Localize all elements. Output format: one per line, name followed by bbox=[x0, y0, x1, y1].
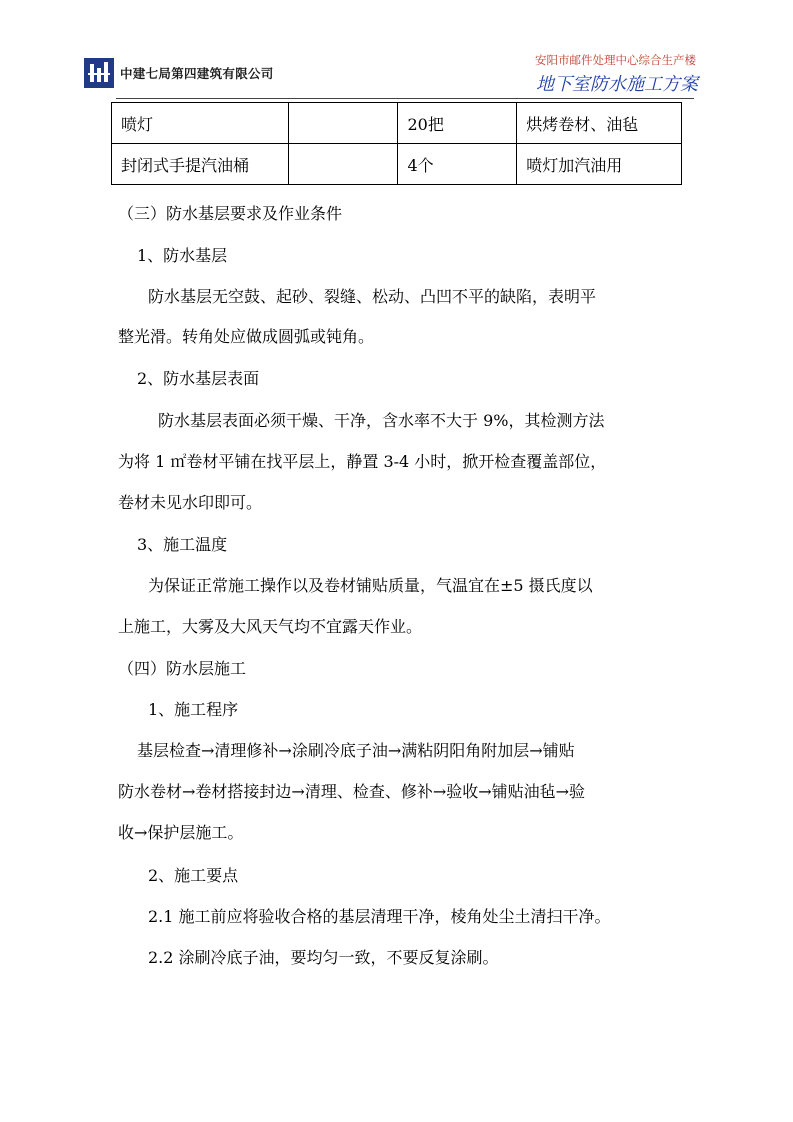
paragraph-line: 为将 1 ㎡卷材平铺在找平层上，静置 3-4 小时，掀开检查覆盖部位， bbox=[118, 452, 607, 471]
table-row bbox=[112, 103, 682, 144]
equipment-name-cell: 喷灯 bbox=[112, 103, 289, 144]
paragraph-line: 收→保护层施工。 bbox=[118, 823, 244, 842]
paragraph-line: 2.2 涂刷冷底子油，要均匀一致，不要反复涂刷。 bbox=[148, 948, 499, 967]
section-3-3-heading: 3、施工温度 bbox=[137, 535, 228, 554]
section-3-heading: （三）防水基层要求及作业条件 bbox=[118, 204, 343, 223]
section-3-2-heading: 2、防水基层表面 bbox=[137, 369, 260, 388]
section-4-heading: （四）防水层施工 bbox=[118, 659, 247, 678]
paragraph-line: 防水基层无空鼓、起砂、裂缝、松动、凸凹不平的缺陷，表明平 bbox=[148, 287, 597, 306]
project-name: 安阳市邮件处理中心综合生产楼 bbox=[535, 53, 696, 67]
paragraph-line: 2.1 施工前应将验收合格的基层清理干净，棱角处尘土清扫干净。 bbox=[148, 907, 611, 926]
paragraph-line: 基层检查→清理修补→涂刷冷底子油→满粘阴阳角附加层→铺贴 bbox=[137, 741, 575, 760]
paragraph-line: 卷材未见水印即可。 bbox=[118, 493, 263, 512]
equipment-quantity-cell: 20把 bbox=[398, 103, 517, 144]
section-4-2-heading: 2、施工要点 bbox=[148, 866, 239, 885]
section-3-1-heading: 1、防水基层 bbox=[137, 246, 228, 265]
paragraph-line: 上施工，大雾及大风天气均不宜露天作业。 bbox=[118, 617, 423, 636]
paragraph-line: 防水卷材→卷材搭接封边→清理、检查、修补→验收→铺贴油毡→验 bbox=[118, 782, 586, 801]
equipment-use-cell: 烘烤卷材、油毡 bbox=[517, 103, 682, 144]
page-header bbox=[0, 0, 793, 110]
header-divider bbox=[116, 98, 694, 99]
equipment-quantity-cell: 4个 bbox=[398, 144, 517, 185]
section-4-1-heading: 1、施工程序 bbox=[148, 700, 239, 719]
company-logo-icon bbox=[84, 58, 114, 88]
equipment-table bbox=[111, 102, 682, 185]
equipment-spec-cell bbox=[288, 103, 398, 144]
paragraph-line: 防水基层表面必须干燥、干净，含水率不大于 9%，其检测方法 bbox=[158, 411, 605, 430]
document-title: 地下室防水施工方案 bbox=[536, 74, 698, 95]
table-row bbox=[112, 144, 682, 185]
equipment-spec-cell bbox=[288, 144, 398, 185]
equipment-use-cell: 喷灯加汽油用 bbox=[517, 144, 682, 185]
paragraph-line: 整光滑。转角处应做成圆弧或钝角。 bbox=[118, 327, 375, 346]
company-name: 中建七局第四建筑有限公司 bbox=[120, 66, 274, 81]
paragraph-line: 为保证正常施工操作以及卷材铺贴质量，气温宜在±5 摄氏度以 bbox=[148, 576, 593, 595]
equipment-name-cell: 封闭式手提汽油桶 bbox=[112, 144, 289, 185]
